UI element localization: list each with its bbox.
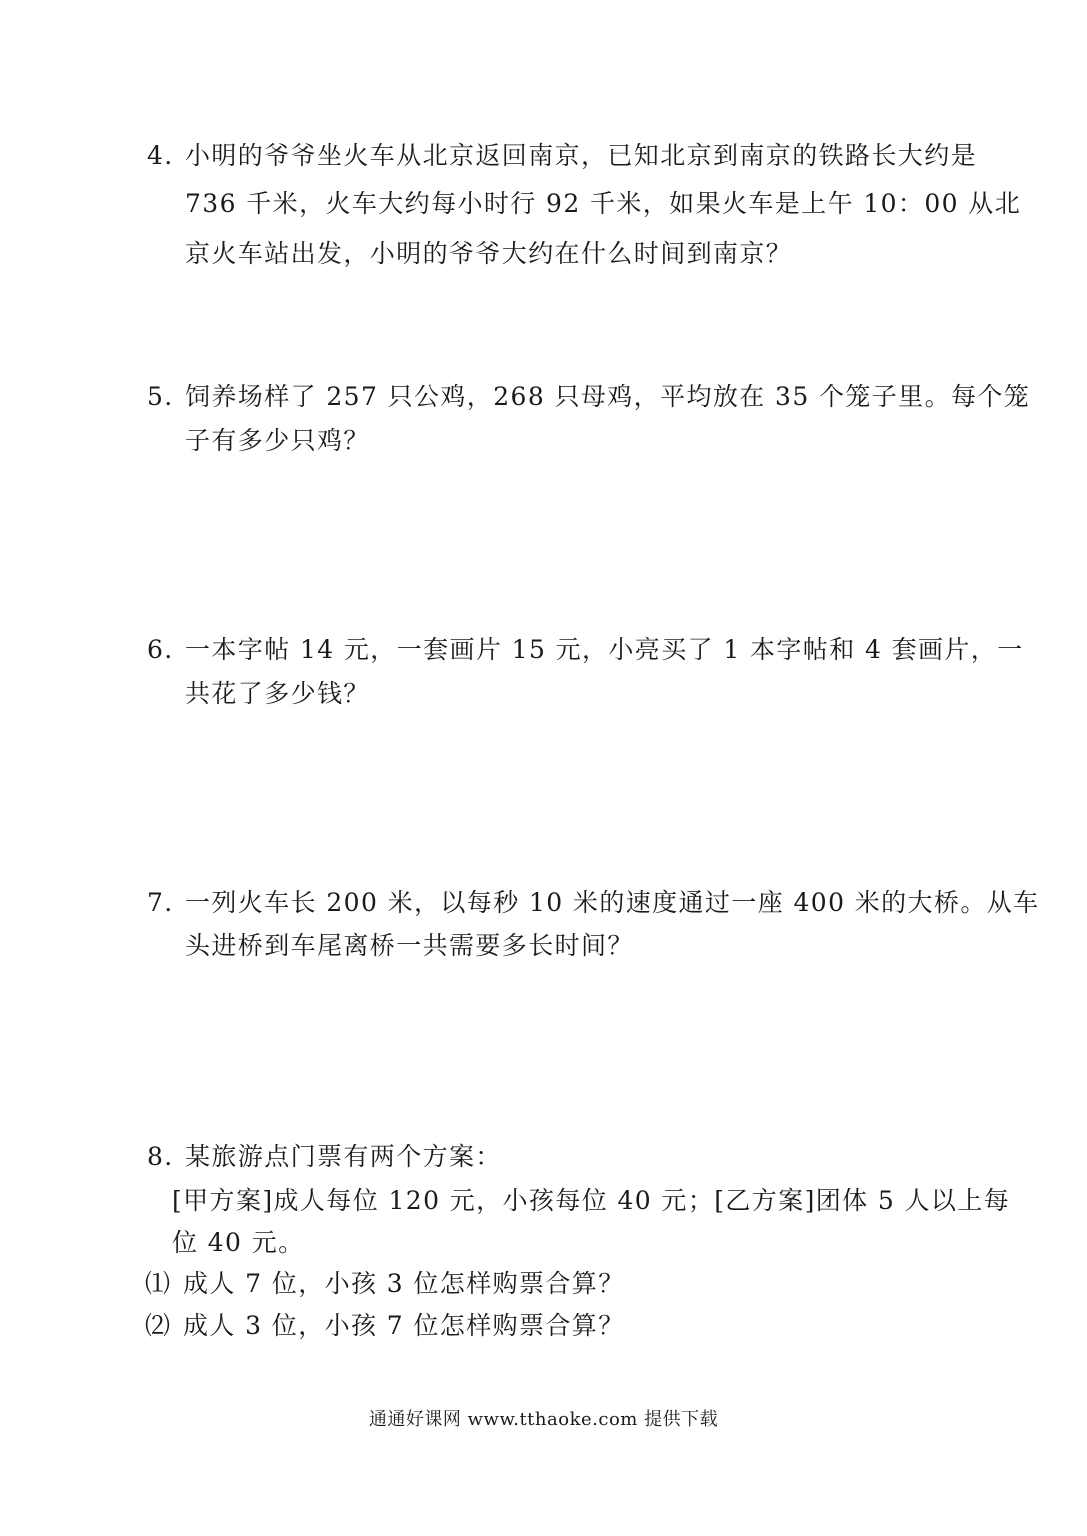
page-footer: 通通好课网 www.tthaoke.com 提供下载 bbox=[368, 1409, 719, 1430]
problem-4-text-1: 小明的爷爷坐火车从北京返回南京，已知北京到南京的铁路长大约是 bbox=[185, 141, 978, 170]
problem-4-text-3: 京火车站出发，小明的爷爷大约在什么时间到南京？ bbox=[185, 239, 793, 268]
problem-8-text-1: 某旅游点门票有两个方案： bbox=[185, 1142, 502, 1171]
problem-8-text-2: [甲方案]成人每位 120 元，小孩每位 40 元；[乙方案]团体 5 人以上每 bbox=[172, 1186, 1011, 1215]
problem-6-number: 6. bbox=[147, 635, 174, 664]
problem-6-text-1: 一本字帖 14 元，一套画片 15 元，小亮买了 1 本字帖和 4 套画片，一 bbox=[185, 635, 1024, 664]
problem-4-text-2: 736 千米，火车大约每小时行 92 千米，如果火车是上午 10：00 从北 bbox=[185, 189, 1022, 218]
sub-question-1-marker: ⑴ bbox=[145, 1269, 172, 1298]
problem-5-text-2: 子有多少只鸡？ bbox=[185, 426, 370, 455]
problem-6-line-1 bbox=[147, 633, 1024, 667]
problem-7-line-1 bbox=[147, 886, 1040, 920]
problem-4-line-1 bbox=[147, 139, 977, 173]
problem-7-number: 7. bbox=[147, 888, 174, 917]
problem-6-text-2: 共花了多少钱？ bbox=[185, 679, 370, 708]
problem-5-number: 5. bbox=[147, 382, 174, 411]
sub-question-2-text: 成人 3 位，小孩 7 位怎样购票合算？ bbox=[183, 1311, 625, 1340]
sub-question-1-text: 成人 7 位，小孩 3 位怎样购票合算？ bbox=[183, 1269, 625, 1298]
problem-8-text-3: 位 40 元。 bbox=[172, 1228, 305, 1257]
problem-8-sub-question-2 bbox=[145, 1309, 625, 1343]
problem-8-line-1 bbox=[147, 1140, 502, 1174]
problem-8-number: 8. bbox=[147, 1142, 174, 1171]
problem-7-text-2: 头进桥到车尾离桥一共需要多长时间？ bbox=[185, 931, 634, 960]
problem-7-text-1: 一列火车长 200 米，以每秒 10 米的速度通过一座 400 米的大桥。从车 bbox=[185, 888, 1040, 917]
problem-8-sub-question-1 bbox=[145, 1267, 625, 1301]
problem-4-number: 4. bbox=[147, 141, 174, 170]
sub-question-2-marker: ⑵ bbox=[145, 1311, 172, 1340]
problem-5-text-1: 饲养场样了 257 只公鸡，268 只母鸡，平均放在 35 个笼子里。每个笼 bbox=[185, 382, 1031, 411]
problem-5-line-1 bbox=[147, 380, 1030, 414]
